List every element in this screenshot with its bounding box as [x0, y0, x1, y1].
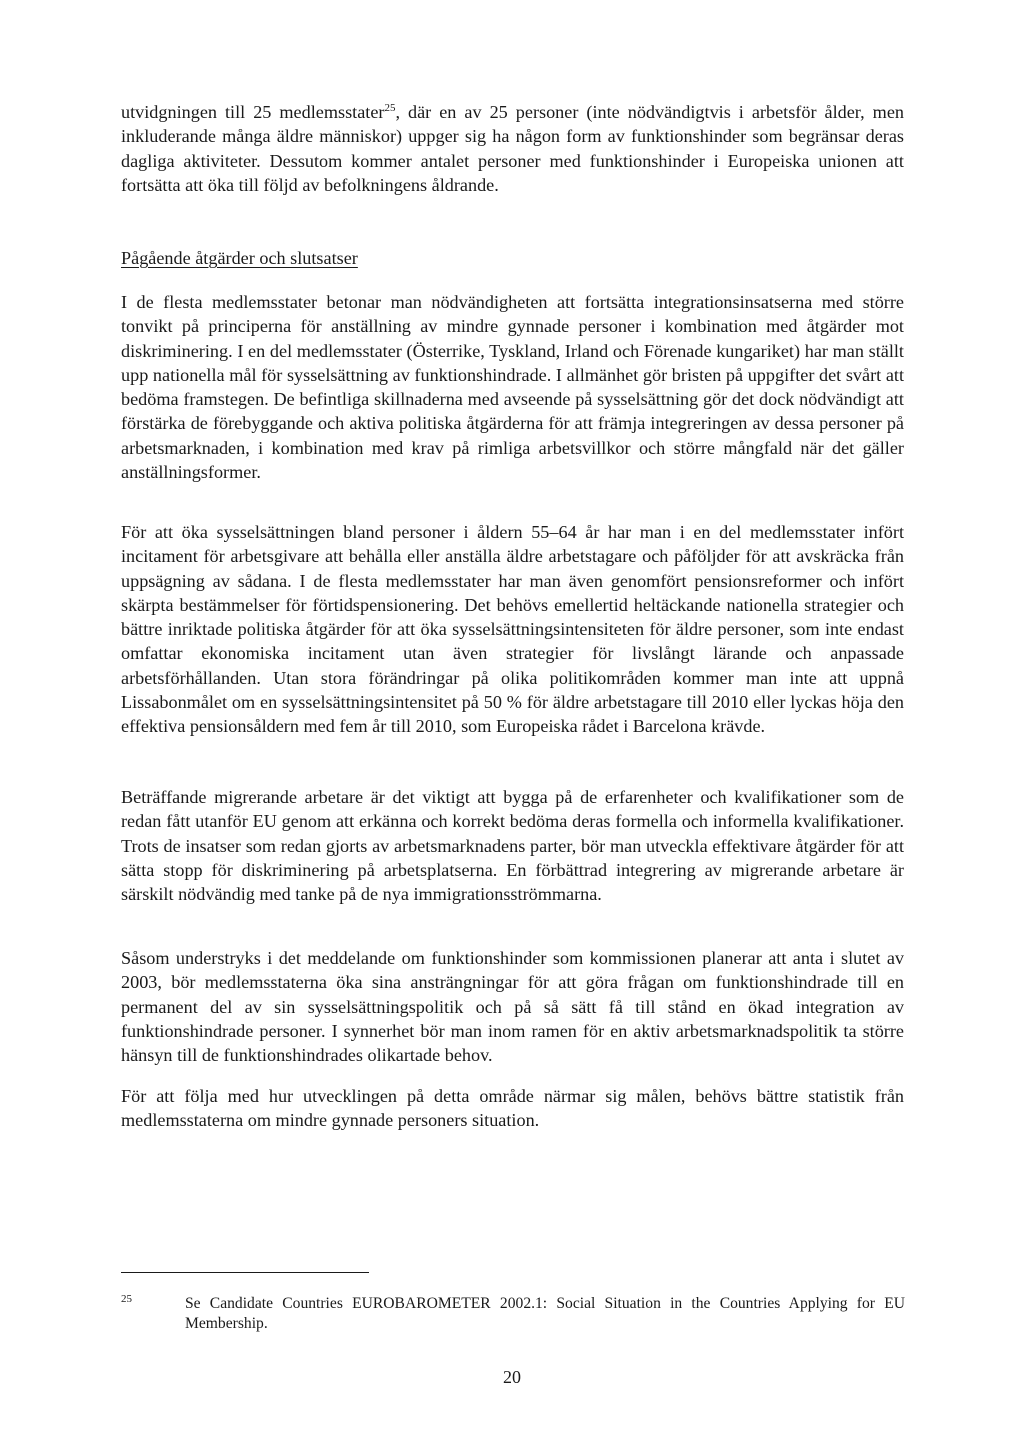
page-number: 20: [503, 1367, 521, 1387]
footnote-separator: [121, 1272, 369, 1273]
paragraph-older-workers: För att öka sysselsättningen bland personer i åldern 55–64 år har man i en del medlemsstater infört incitament för arbetsgivare att behålla eller anställa äldre arbetstagare och påföljder för att avskräcka från uppsägning av sådana. I de flesta medlemsstater har man även genomfört pensionsreformer och infört skärpta bestämmelser för förtidspensionering. Det behövs emellertid heltäckande nationella strategier och bättre inriktade politiska åtgärder för att öka sysselsättningsintensiteten för äldre personer, som inte endast omfattar ekonomiska incitament utan även strategier för livslångt lärande och anpassade arbetsförhållanden. Utan stora förändringar på olika politikområden kommer man inte att uppnå Lissabonmålet om en sysselsättningsintensitet på 50 % för äldre arbetstagare till 2010 eller lyckas höja den effektiva pensionsåldern med fem år till 2010, som Europeiska rådet i Barcelona krävde.: [121, 522, 904, 737]
paragraph-ongoing-measures: I de flesta medlemsstater betonar man nödvändigheten att fortsätta integrationsinsatserna med större tonvikt på principerna för anställning av mindre gynnade personer i kombination med åtgärder mot diskriminering. I en del medlemsstater (Österrike, Tyskland, Irland och Förenade kungariket) har man ställt upp nationella mål för sysselsättning av funktionshindrade. I allmänhet gör bristen på uppgifter det svårt att bedöma framstegen. De befintliga skillnaderna med avseende på sysselsättning gör det dock nödvändigt att förstärka de förebyggande och aktiva politiska åtgärderna för att främja integreringen av dessa personer på arbetsmarknaden, i kombination med krav på rimliga arbetsvillkor och större mångfald när det gäller anställningsformer.: [121, 292, 904, 483]
section-heading: Pågående åtgärder och slutsatser: [121, 248, 358, 268]
paragraph-disability-communication: Såsom understryks i det meddelande om funktionshinder som kommissionen planerar att anta i slutet av 2003, bör medlemsstaterna öka sina ansträngningar för att göra frågan om funktionshindrade till en permanent del av sin sysselsättningspolitik och på så sätt få till stånd en ökad integration av funktionshindrade personer. I synnerhet bör man inom ramen för en aktiv arbetsmarknadspolitik ta större hänsyn till de funktionshindrades olikartade behov.: [121, 948, 904, 1066]
footnote-number: 25: [121, 1293, 132, 1305]
intro-text-start: utvidgningen till 25 medlemsstater: [121, 102, 385, 122]
footnote-text: Se Candidate Countries EUROBAROMETER 2002.1: Social Situation in the Countries Applying for EU Membership.: [185, 1295, 905, 1332]
paragraph-statistics: För att följa med hur utvecklingen på detta område närmar sig målen, behövs bättre statistik från medlemsstaterna om mindre gynnade personers situation.: [121, 1086, 904, 1131]
intro-paragraph: [121, 100, 904, 197]
footnote-reference[interactable]: 25: [384, 101, 396, 114]
paragraph-migrant-workers: Beträffande migrerande arbetare är det viktigt att bygga på de erfarenheter och kvalifikationer som de redan fått utanför EU genom att erkänna och korrekt bedöma deras formella och informella kvalifikationer. Trots de insatser som redan gjorts av arbetsmarknadens parter, bör man utveckla effektivare åtgärder för att sätta stopp för diskriminering på arbetsplatserna. En förbättrad integrering av migrerande arbetare är särskilt nödvändig med tanke på de nya immigrationsströmmarna.: [121, 787, 904, 905]
intro-text-end: , där en av 25 personer (inte nödvändigtvis i arbetsför ålder, men inkluderande många äldre människor) uppger sig ha någon form av funktionshinder som begränsar deras dagliga aktiviteter. Dessutom kommer antalet personer med funktionshinder i Europeiska unionen att fortsätta att öka till följd av befolkningens åldrande.: [121, 102, 904, 195]
